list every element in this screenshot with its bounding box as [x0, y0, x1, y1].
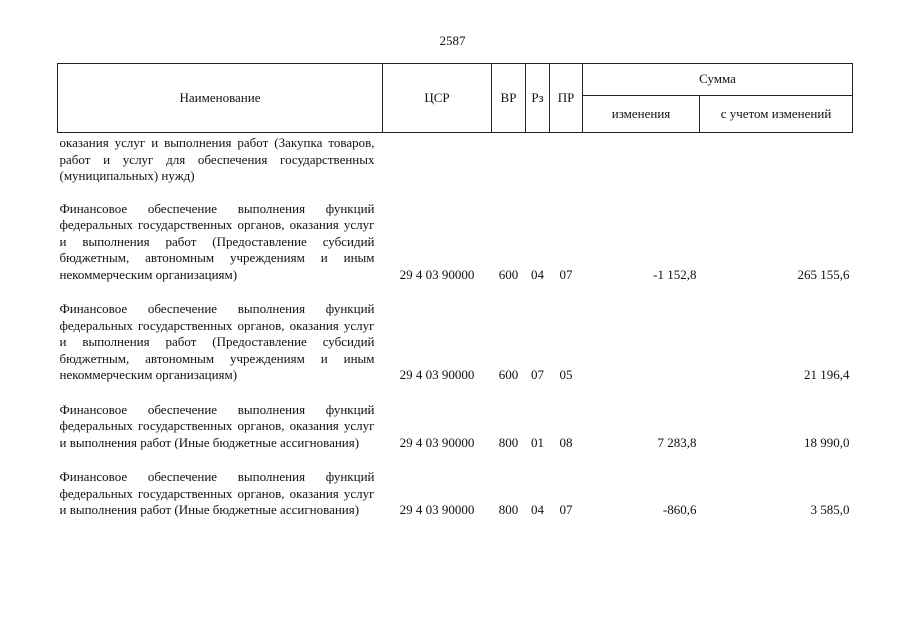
header-vr: ВР	[492, 64, 526, 133]
row-total: 21 196,4	[804, 367, 850, 382]
table-row	[58, 187, 853, 288]
row-name: Финансовое обеспечение выполнения функций федеральных государственных органов, оказания услуг и выполнения работ (Предоставление субсидий бюджетным, автономным учреждениям и иным некоммерческим организациям)	[59, 301, 375, 382]
row-rz: 04	[531, 502, 544, 517]
header-csr: ЦСР	[383, 64, 492, 133]
header-rz: Рз	[526, 64, 550, 133]
row-csr: 29 4 03 90000	[399, 502, 475, 517]
header-name: Наименование	[58, 64, 383, 133]
row-vr: 800	[498, 434, 519, 450]
row-name: Финансовое обеспечение выполнения функций федеральных государственных органов, оказания услуг и выполнения работ (Иные бюджетные ассигнования)	[59, 401, 375, 450]
table-row	[58, 133, 853, 187]
row-name: оказания услуг и выполнения работ (Закупка товаров, работ и услуг для обеспечения государственных (муниципальных) нужд)	[59, 135, 375, 183]
budget-table	[57, 63, 853, 523]
row-pr: 05	[559, 367, 573, 382]
row-change: -860,6	[662, 502, 697, 517]
row-vr: 600	[498, 367, 519, 382]
header-pr: ПР	[550, 64, 583, 133]
row-csr: 29 4 03 90000	[399, 266, 475, 282]
row-rz: 07	[531, 367, 544, 382]
row-change	[583, 133, 700, 187]
row-vr: 600	[498, 266, 519, 282]
row-csr: 29 4 03 90000	[399, 367, 475, 382]
row-vr: 800	[498, 502, 519, 517]
row-change: 7 283,8	[657, 434, 697, 450]
row-name: Финансовое обеспечение выполнения функций федеральных государственных органов, оказания услуг и выполнения работ (Предоставление субсидий бюджетным, автономным учреждениям и иным некоммерческим организациям)	[59, 200, 375, 282]
row-pr: 07	[559, 502, 573, 517]
row-vr	[492, 133, 526, 187]
header-sum: Сумма	[583, 64, 853, 96]
row-pr	[550, 133, 583, 187]
row-pr: 07	[559, 266, 573, 282]
table-row	[58, 287, 853, 388]
row-csr	[383, 133, 492, 187]
row-change: -1 152,8	[653, 266, 697, 282]
row-rz: 04	[531, 266, 544, 282]
table-row	[58, 455, 853, 523]
row-csr: 29 4 03 90000	[399, 434, 475, 450]
row-total: 265 155,6	[797, 266, 850, 282]
row-total: 3 585,0	[810, 502, 850, 517]
page-number: 2587	[439, 33, 466, 48]
table-row	[58, 388, 853, 456]
row-change	[583, 287, 700, 388]
row-rz	[526, 133, 550, 187]
row-name: Финансовое обеспечение выполнения функций федеральных государственных органов, оказания услуг и выполнения работ (Иные бюджетные ассигнования)	[59, 469, 375, 517]
row-total: 18 990,0	[804, 434, 850, 450]
row-rz: 01	[531, 434, 544, 450]
row-total	[700, 133, 853, 187]
header-with-change: с учетом изменений	[700, 96, 853, 133]
row-pr: 08	[559, 434, 573, 450]
table-header	[58, 64, 853, 133]
header-change: изменения	[583, 96, 700, 133]
